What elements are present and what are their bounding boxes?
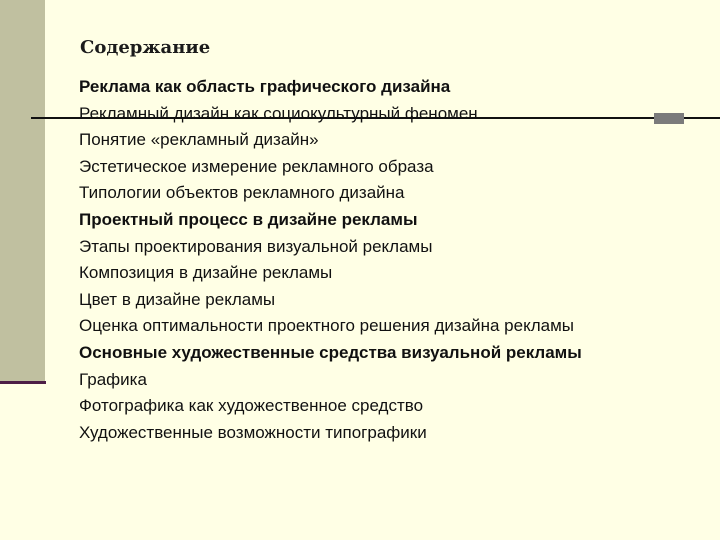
list-item: Художественные возможности типографики [79, 422, 427, 442]
contents-list [79, 74, 582, 446]
list-item: Типологии объектов рекламного дизайна [79, 183, 405, 203]
list-item: Основные художественные средства визуальной рекламы [79, 342, 582, 362]
list-item: Цвет в дизайне рекламы [79, 289, 276, 309]
list-item: Понятие «рекламный дизайн» [79, 130, 319, 150]
list-item: Этапы проектирования визуальной рекламы [79, 236, 433, 256]
corner-decor-box [654, 113, 684, 124]
left-decor-band [0, 0, 45, 383]
slide-title: Содержание [80, 37, 211, 58]
list-item: Оценка оптимальности проектного решения дизайна рекламы [79, 316, 575, 336]
list-item: Графика [79, 369, 147, 389]
list-item: Проектный процесс в дизайне рекламы [79, 209, 418, 229]
list-item: Эстетическое измерение рекламного образа [79, 156, 434, 176]
list-item: Композиция в дизайне рекламы [79, 263, 333, 283]
list-item: Фотографика как художественное средство [79, 396, 424, 416]
list-item: Реклама как область графического дизайна [79, 77, 451, 96]
list-item: Рекламный дизайн как социокультурный феномен [79, 103, 478, 123]
left-decor-rule [0, 381, 46, 384]
